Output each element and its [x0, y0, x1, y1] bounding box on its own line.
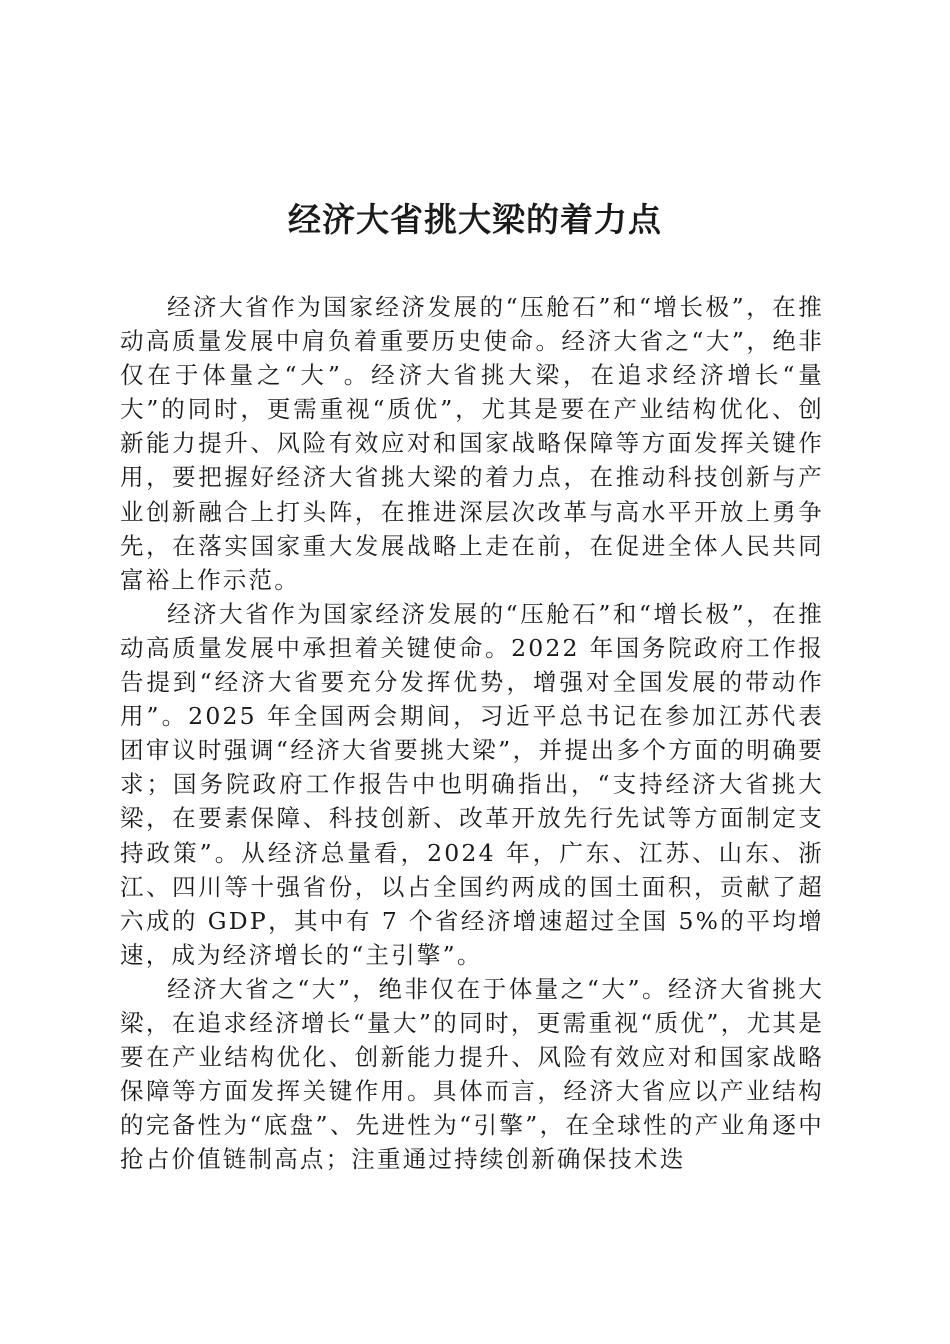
paragraph-1: 经济大省作为国家经济发展的“压舱石”和“增长极”，在推动高质量发展中肩负着重要历史使命。经济大省之“大”，绝非仅在于体量之“大”。经济大省挑大梁，在追求经济增长“量大”的同时，更需重视“质优”，尤其是要在产业结构优化、创新能力提升、风险有效应对和国家战略保障等方面发挥关键作用，要把握好经济大省挑大梁的着力点，在推动科技创新与产业创新融合上打头阵，在推进深层次改革与高水平开放上勇争先，在落实国家重大发展战略上走在前，在促进全体人民共同富裕上作示范。 [120, 293, 824, 594]
document-title: 经济大省挑大梁的着力点 [288, 200, 662, 239]
paragraph-3: 经济大省之“大”，绝非仅在于体量之“大”。经济大省挑大梁，在追求经济增长“量大”的同时，更需重视“质优”，尤其是要在产业结构优化、创新能力提升、风险有效应对和国家战略保障等方面发挥关键作用。具体而言，经济大省应以产业结构的完备性为“底盘”、先进性为“引擎”，在全球性的产业角逐中抢占价值链制高点；注重通过持续创新确保技术迭 [120, 974, 824, 1174]
document-body [120, 290, 824, 1176]
paragraph-2: 经济大省作为国家经济发展的“压舱石”和“增长极”，在推动高质量发展中承担着关键使命。2022 年国务院政府工作报告提到“经济大省要充分发挥优势，增强对全国发展的带动作用”。2025 年全国两会期间，习近平总书记在参加江苏代表团审议时强调“经济大省要挑大梁”，并提出多个方面的明确要求；国务院政府工作报告中也明确指出，“支持经济大省挑大梁，在要素保障、科技创新、改革开放先行先试等方面制定支持政策”。从经济总量看，2024 年，广东、江苏、山东、浙江、四川等十强省份，以占全国约两成的国土面积，贡献了超六成的 GDP，其中有 7 个省经济增速超过全国 5%的平均增速，成为经济增长的“主引擎”。 [120, 599, 824, 969]
